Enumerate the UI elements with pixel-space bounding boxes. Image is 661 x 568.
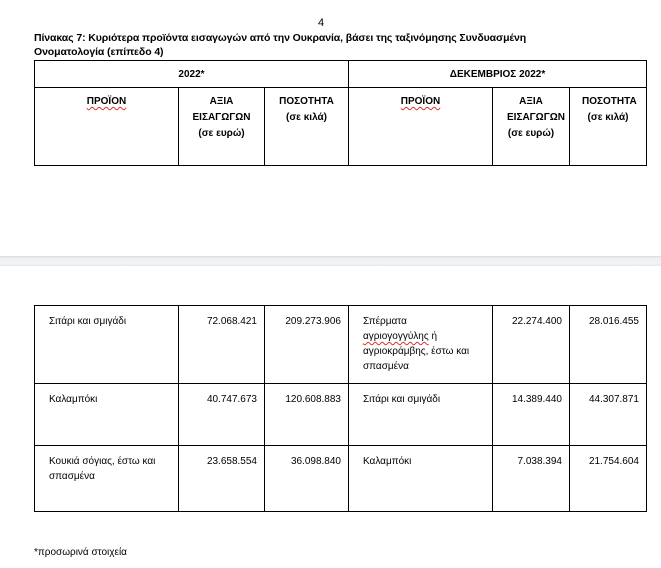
column-header-product-dec: ΠΡΟΪΟΝ	[349, 88, 493, 166]
product-cell-dec: Σπέρματα αγριογογγύλης ή αγριοκράμβης, έστω και σπασμένα	[349, 306, 493, 384]
period-header-december-2022: ΔΕΚΕΜΒΡΙΟΣ 2022*	[349, 61, 647, 88]
column-header-product: ΠΡΟΪΟΝ	[35, 88, 179, 166]
quantity-cell: 36.098.840	[265, 446, 349, 512]
value-cell: 23.658.554	[179, 446, 265, 512]
quantity-cell-dec: 28.016.455	[570, 306, 647, 384]
value-cell-dec: 22.274.400	[493, 306, 570, 384]
product-cell-dec: Σιτάρι και σμιγάδι	[349, 384, 493, 446]
imports-table-body	[34, 305, 647, 512]
product-cell: Κουκιά σόγιας, έστω και σπασμένα	[35, 446, 179, 512]
column-header-quantity-dec: ΠΟΣΟΤΗΤΑ (σε κιλά)	[570, 88, 647, 166]
column-header-quantity: ΠΟΣΟΤΗΤΑ (σε κιλά)	[265, 88, 349, 166]
imports-table-header	[34, 60, 647, 166]
table-row	[35, 306, 647, 384]
product-cell: Καλαμπόκι	[35, 384, 179, 446]
page-number: 4	[317, 17, 325, 29]
period-header-2022: 2022*	[35, 61, 349, 88]
table-row	[35, 446, 647, 512]
value-cell: 40.747.673	[179, 384, 265, 446]
page-break	[0, 256, 661, 266]
product-cell-dec: Καλαμπόκι	[349, 446, 493, 512]
value-cell: 72.068.421	[179, 306, 265, 384]
value-cell-dec: 7.038.394	[493, 446, 570, 512]
value-cell-dec: 14.389.440	[493, 384, 570, 446]
product-cell: Σιτάρι και σμιγάδι	[35, 306, 179, 384]
quantity-cell: 209.273.906	[265, 306, 349, 384]
table-row	[35, 384, 647, 446]
column-header-import-value-dec: ΑΞΙΑ ΕΙΣΑΓΩΓΩΝ (σε ευρώ)	[493, 88, 570, 166]
quantity-cell-dec: 21.754.604	[570, 446, 647, 512]
quantity-cell-dec: 44.307.871	[570, 384, 647, 446]
column-header-import-value: ΑΞΙΑ ΕΙΣΑΓΩΓΩΝ (σε ευρώ)	[179, 88, 265, 166]
table-caption: Πίνακας 7: Κυριότερα προϊόντα εισαγωγών από την Ουκρανία, βάσει της ταξινόμησης Συνδυασμένη Ονοματολογία (επίπεδο 4)	[34, 32, 527, 58]
footnote: *προσωρινά στοιχεία	[34, 547, 127, 558]
quantity-cell: 120.608.883	[265, 384, 349, 446]
